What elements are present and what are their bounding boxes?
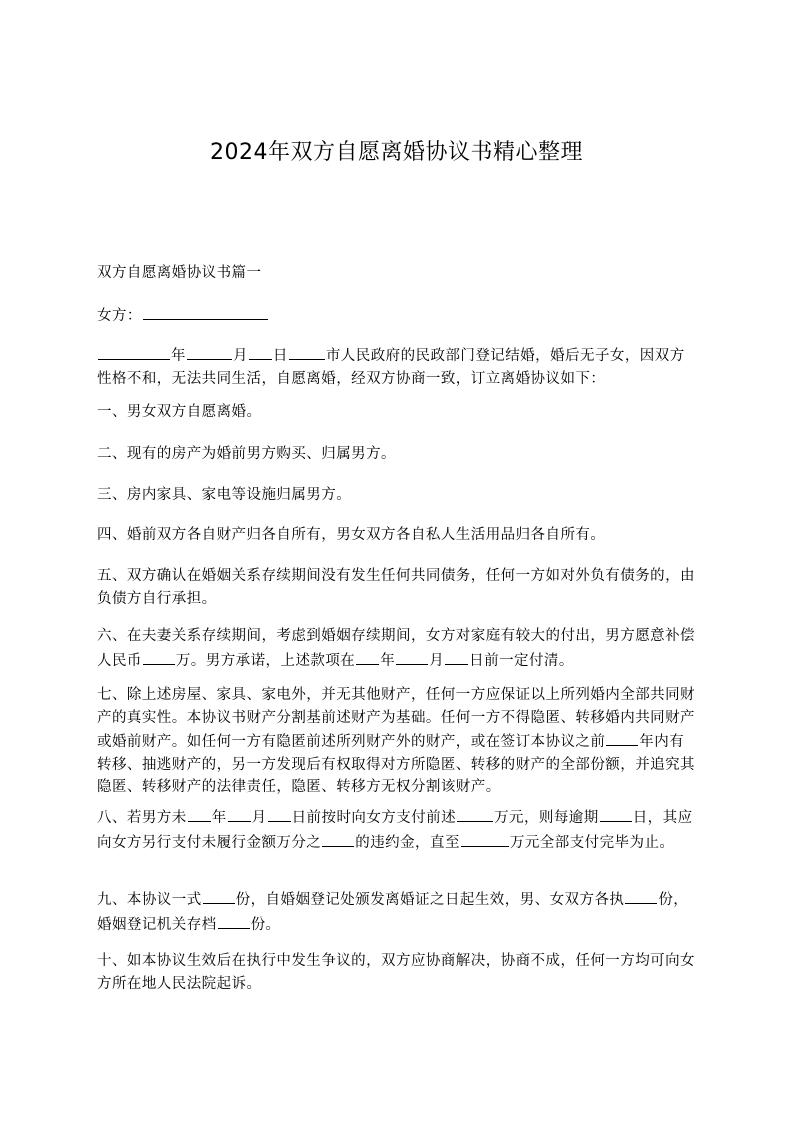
clause-10: 十、如本协议生效后在执行中发生争议的，双方应协商解决，协商不成，任何一方均可向女方所在地人民法院起诉。 xyxy=(97,953,695,992)
blank xyxy=(289,343,325,360)
blank xyxy=(322,830,354,847)
blank xyxy=(218,912,250,929)
blank xyxy=(268,805,291,822)
blank xyxy=(396,648,428,665)
blank xyxy=(356,648,379,665)
blank xyxy=(98,343,170,360)
clause-7: 七、除上述房屋、家具、家电外，并无其他财产，任何一方应保证以上所列婚内全部共同财产的真实性。本协议书财产分割基前述财产为基础。任何一方不得隐匿、转移婚内共同财产或婚前财产。如任何一方有隐匿前述所列财产外的财产，或在签订本协议之前 年内有转移、抽逃财产的，另一方发现后有权取得对方所隐匿、转移的财产的全部份额，并追究其隐匿、转移财产的法律责任，隐匿、转移方无权分割该财产。 xyxy=(97,687,695,795)
blank xyxy=(228,805,251,822)
clause-5: 五、双方确认在婚姻关系存续期间没有发生任何共同债务，任何一方如对外负有债务的，由负债方自行承担。 xyxy=(97,568,695,607)
clause-2: 二、现有的房产为婚前男方购买、归属男方。 xyxy=(97,446,396,462)
blank xyxy=(461,830,509,847)
blank xyxy=(625,887,657,904)
blank xyxy=(203,887,235,904)
blank xyxy=(143,648,175,665)
female-label: 女方： xyxy=(97,308,142,324)
blank xyxy=(445,648,468,665)
intro-paragraph: 年 月 日 市人民政府的民政部门登记结婚，婚后无子女，因双方性格不和，无法共同生活，自愿离婚，经双方协商一致，订立离婚协议如下： xyxy=(97,343,697,390)
blank xyxy=(187,343,232,360)
clause-6: 六、在夫妻关系存续期间，考虑到婚姻存续期间，女方对家庭有较大的付出，男方愿意补偿人民币 万。男方承诺，上述款项在 年 月 日前一定付清。 xyxy=(97,628,695,669)
document-title: 2024年双方自愿离婚协议书精心整理 xyxy=(210,140,583,165)
clause-3: 三、房内家具、家电等设施归属男方。 xyxy=(97,487,352,503)
section-heading: 双方自愿离婚协议书篇一 xyxy=(97,265,262,281)
blank xyxy=(249,343,272,360)
clause-8: 八、若男方未 年 月 日前按时向女方支付前述 万元，则每逾期 日，其应向女方另行支付未履行金额万分之 的违约金，直至 万元全部支付完毕为止。 xyxy=(97,805,697,854)
female-party-line xyxy=(97,303,697,328)
clause-9: 九、本协议一式 份，自婚姻登记处颁发离婚证之日起生效，男、女双方各执 份，婚姻登记机关存档 份。 xyxy=(97,887,697,936)
clause-4: 四、婚前双方各自财产归各自所有，男女双方各自私人生活用品归各自所有。 xyxy=(97,527,606,543)
female-name-blank xyxy=(143,303,268,320)
blank xyxy=(188,805,211,822)
clause-1: 一、男女双方自愿离婚。 xyxy=(97,404,262,420)
blank xyxy=(600,805,632,822)
blank xyxy=(457,805,493,822)
blank xyxy=(606,729,638,746)
